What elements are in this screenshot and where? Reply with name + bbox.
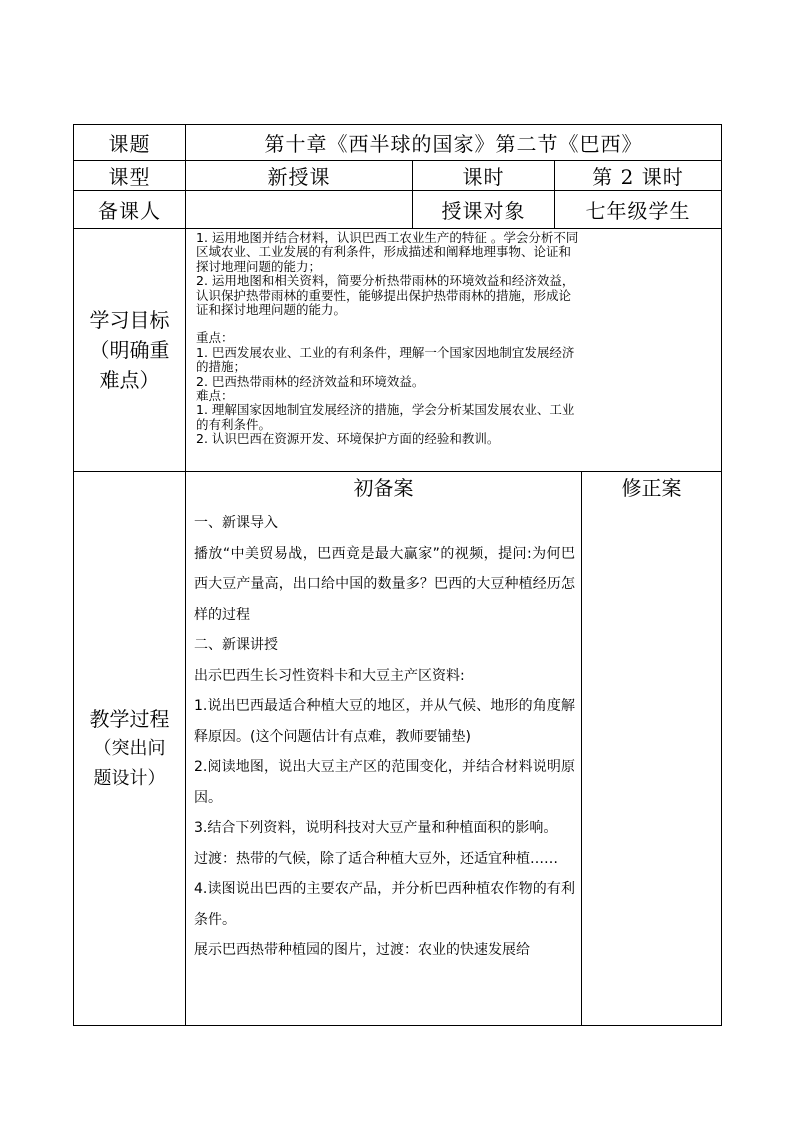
preparer-label: 备课人 xyxy=(74,191,186,229)
topic-label: 课题 xyxy=(74,125,186,161)
section-heading-teaching: 二、新课讲授 xyxy=(194,637,278,653)
goals-content xyxy=(186,229,722,472)
goal-line: 1. 理解国家因地制宜发展经济的措施，学会分析某国发展农业、工业 xyxy=(196,402,575,418)
goals-label-line-1: 学习目标 xyxy=(89,308,170,332)
goal-line: 2. 运用地图和相关资料，简要分析热带雨林的环境效益和经济效益， xyxy=(196,273,575,289)
goal-line: 2. 认识巴西在资源开发、环境保护方面的经验和教训。 xyxy=(196,431,500,447)
plan-paragraph: 1.说出巴西最适合种植大豆的地区，并从气候、地形的角度解释原因。(这个问题估计有点难，教师要铺垫) xyxy=(194,698,575,745)
goal-line: 1. 巴西发展农业、工业的有利条件，理解一个国家因地制宜发展经济 xyxy=(196,344,575,360)
goal-line: 的措施； xyxy=(196,359,247,375)
goal-spacer xyxy=(196,317,715,331)
type-row xyxy=(74,161,722,191)
plan-paragraph: 展示巴西热带种植园的图片，过渡：农业的快速发展给 xyxy=(194,942,530,958)
type-label: 课型 xyxy=(74,161,186,191)
revision-plan xyxy=(582,472,722,1026)
goals-label-line-2: （明确重 xyxy=(89,338,170,362)
goal-line: 认识保护热带雨林的重要性，能够提出保护热带雨林的措施，形成论 xyxy=(196,287,572,303)
goal-line: 2. 巴西热带雨林的经济效益和环境效益。 xyxy=(196,373,425,389)
preparer-value xyxy=(186,191,413,229)
revision-plan-heading: 修正案 xyxy=(621,476,682,500)
preparer-row xyxy=(74,191,722,229)
process-row xyxy=(74,472,722,1026)
difficulties-heading: 难点： xyxy=(196,388,234,404)
goal-line: 1. 运用地图并结合材料，认识巴西工农业生产的特征 。学会分析不同 xyxy=(196,230,579,245)
lesson-plan-sheet xyxy=(73,124,721,1025)
draft-plan-heading: 初备案 xyxy=(353,476,414,500)
type-value: 新授课 xyxy=(186,161,413,191)
goal-line: 证和探讨地理问题的能力。 xyxy=(196,302,347,318)
plan-paragraph: 4.读图说出巴西的主要农产品，并分析巴西种植农作物的有利条件。 xyxy=(194,881,575,928)
process-label-line-3: 题设计） xyxy=(93,767,166,789)
key-points-heading: 重点： xyxy=(196,330,234,346)
audience-value: 七年级学生 xyxy=(555,191,722,229)
draft-plan-body xyxy=(186,504,581,966)
goals-label xyxy=(74,229,186,472)
goals-label-line-3: 难点） xyxy=(99,368,160,392)
topic-row xyxy=(74,125,722,161)
topic-value: 第十章《西半球的国家》第二节《巴西》 xyxy=(186,125,722,161)
process-label-line-1: 教学过程 xyxy=(89,706,170,731)
audience-label: 授课对象 xyxy=(413,191,555,229)
draft-plan xyxy=(186,472,582,1026)
plan-paragraph: 播放“中美贸易战，巴西竟是最大赢家”的视频，提问:为何巴西大豆产量高，出口给中国的数量多？巴西的大豆种植经历怎样的过程 xyxy=(194,545,575,623)
process-label xyxy=(74,472,186,1026)
plan-paragraph: 过渡：热带的气候，除了适合种植大豆外，还适宜种植…… xyxy=(194,850,558,867)
plan-paragraph: 出示巴西生长习性资料卡和大豆主产区资料: xyxy=(194,667,465,684)
period-label: 课时 xyxy=(413,161,555,191)
goal-line: 的有利条件。 xyxy=(196,416,272,432)
section-heading-intro: 一、新课导入 xyxy=(194,515,278,531)
goal-line: 探讨地理问题的能力； xyxy=(196,258,322,274)
goals-row xyxy=(74,229,722,472)
goal-line: 区域农业、工业发展的有利条件，形成描述和阐释地理事物、论证和 xyxy=(196,244,572,260)
lesson-plan-table xyxy=(73,124,722,1026)
period-value: 第 2 课时 xyxy=(555,161,722,191)
process-label-line-2: （突出问 xyxy=(93,737,166,759)
plan-paragraph: 3.结合下列资料，说明科技对大豆产量和种植面积的影响。 xyxy=(194,820,558,836)
plan-paragraph: 2.阅读地图，说出大豆主产区的范围变化，并结合材料说明原因。 xyxy=(194,759,575,806)
